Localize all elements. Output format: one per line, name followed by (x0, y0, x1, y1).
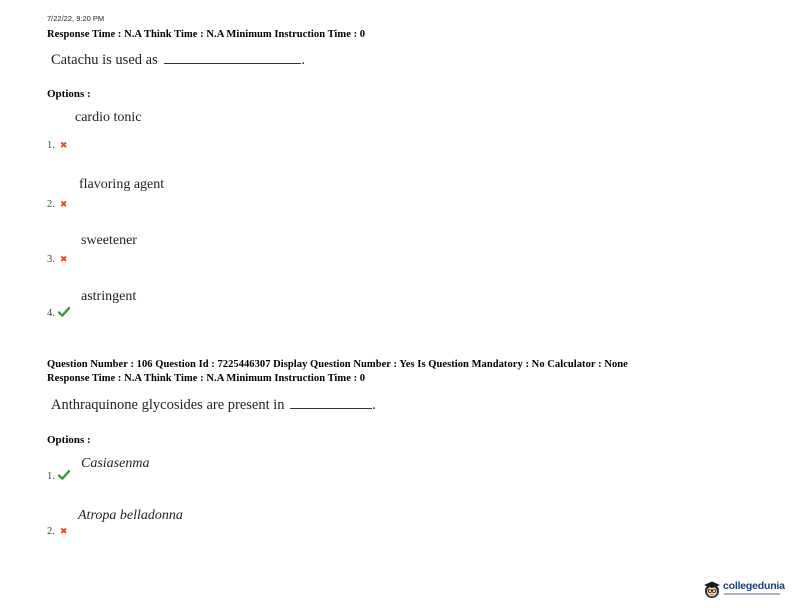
brand-wordmark: collegedunia (723, 580, 785, 592)
option-text: cardio tonic (75, 110, 142, 125)
collegedunia-logo (701, 577, 785, 603)
brand-tagline (724, 593, 780, 595)
question-trailing: . (301, 52, 305, 68)
option-text: Atropa belladonna (78, 508, 183, 523)
option-number-label: 1. (47, 471, 55, 482)
option-number (47, 140, 67, 151)
option-text: astringent (81, 289, 137, 304)
option-number (47, 199, 67, 210)
question-text-body: Catachu is used as (51, 52, 158, 68)
option-number (47, 526, 67, 537)
check-mark-icon (58, 470, 70, 480)
answer-blank (164, 53, 301, 64)
options-label: Options : (47, 88, 91, 100)
question-meta-line: Response Time : N.A Think Time : N.A Minimum Instruction Time : 0 (47, 29, 366, 40)
question-trailing: . (372, 397, 376, 413)
option-number-label: 1. (47, 140, 55, 151)
options-label: Options : (47, 434, 91, 446)
option-text: Casiasenma (81, 456, 150, 471)
wrong-mark-icon: ✖ (59, 200, 68, 210)
check-mark-icon (58, 307, 70, 317)
option-text: flavoring agent (79, 177, 165, 192)
question-text (51, 397, 376, 414)
option-number-label: 4. (47, 308, 55, 319)
question-meta-line: Response Time : N.A Think Time : N.A Minimum Instruction Time : 0 (47, 373, 366, 384)
question-text (51, 52, 305, 69)
answer-blank (290, 398, 372, 409)
question-text-body: Anthraquinone glycosides are present in (51, 397, 285, 413)
wrong-mark-icon: ✖ (59, 527, 68, 537)
graduate-mascot-icon (702, 579, 722, 599)
option-number-label: 3. (47, 254, 55, 265)
option-number (47, 470, 70, 482)
print-timestamp: 7/22/22, 9:20 PM (47, 14, 105, 23)
option-number-label: 2. (47, 199, 55, 210)
option-number-label: 2. (47, 526, 55, 537)
wrong-mark-icon: ✖ (59, 141, 68, 151)
option-number (47, 254, 67, 265)
option-number (47, 307, 70, 319)
option-text: sweetener (81, 233, 137, 248)
question-meta-line: Question Number : 106 Question Id : 7225446307 Display Question Number : Yes Is Question Mandatory : No Calculator : None (47, 359, 628, 370)
wrong-mark-icon: ✖ (59, 255, 68, 265)
